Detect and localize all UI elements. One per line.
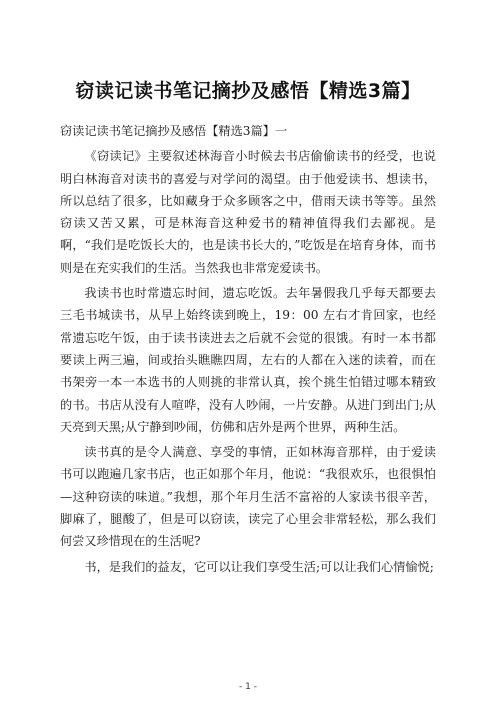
paragraph-4: 书，是我们的益友，它可以让我们享受生活;可以让我们心情愉悦;: [84, 559, 434, 574]
paragraph-2: 我读书也时常遗忘时间，遗忘吃饭。去年暑假我几乎每天都要去三毛书城读书，从早上始终读到晚上，19：00 左右才肯回家，也经常遗忘吃午饭，由于读书读进去之后就不会觉的很饿。有时一本书都要读上两三遍，间或抬头瞧瞧四周，左右的人都在入迷的读着，而在书架旁一本一本选书的人则挑的非常认真，挨个挑生怕错过哪本精致的书。书店从没有人喧哗，没有人吵闹，一片安静。从进门到出门;从天亮到天黑;从宁静到吵闹，仿佛和店外是两个世界，两种生活。: [60, 286, 436, 434]
document-body: [60, 120, 436, 581]
section-subtitle: 窃读记读书笔记摘抄及感悟【精选3篇】一: [60, 124, 288, 138]
paragraph-1: 《窃读记》主要叙述林海音小时候去书店偷偷读书的经受，也说明白林海音对读书的喜爱与对学问的渴望。由于他爱读书、想读书，所以总结了很多，比如藏身于众多顾客之中，借雨天读书等等。虽然窃读又苦又累，可是林海音这种爱书的精神值得我们去鄙视。是啊，“我们是吃饭长大的，也是读书长大的，”吃饭是在培育身体，而书则是在充实我们的生活。当然我也非常宠爱读书。: [60, 149, 436, 275]
page-number: - 1 -: [239, 682, 257, 692]
paragraph-3: 读书真的是令人满意、享受的事情，正如林海音那样，由于爱读书可以跑遍几家书店，也正如那个年月，他说：“我很欢乐，也很惧怕—这种窃读的味道。”我想，那个年月生活不富裕的人家读书很辛苦，脚麻了，腿酸了，但是可以窃读，读完了心里会非常轻松，那么我们何尝又珍惜现在的生活呢?: [60, 445, 436, 549]
document-title: 窃读记读书笔记摘抄及感悟【精选3篇】: [75, 80, 421, 102]
